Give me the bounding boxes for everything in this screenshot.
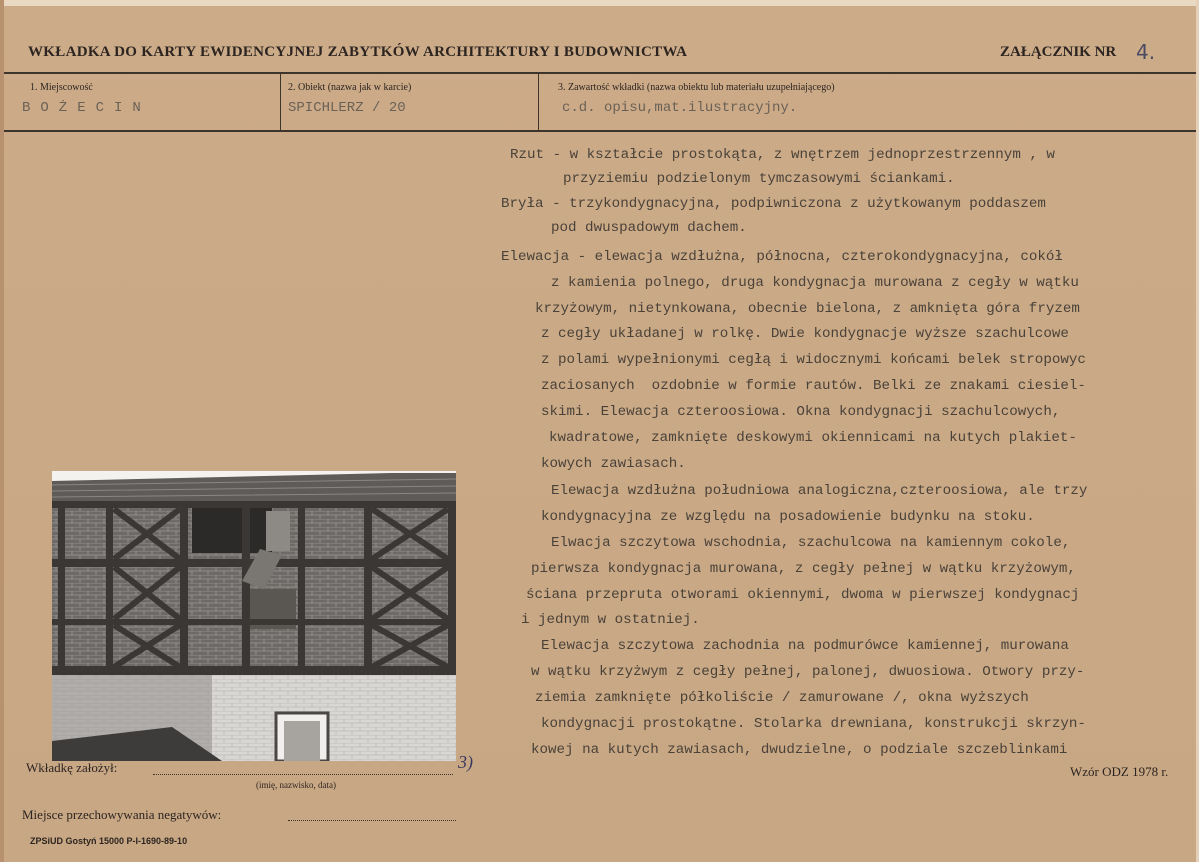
card-title: WKŁADKA DO KARTY EWIDENCYJNEJ ZABYTKÓW ARCHITEKTURY I BUDOWNICTWA xyxy=(28,44,688,60)
body-line: ziemia zamknięte półkoliście / zamurowane /, okna wyższych xyxy=(535,690,1029,706)
field-value-object: SPICHLERZ / 20 xyxy=(288,100,406,116)
body-line: krzyżowym, nietynkowana, obecnie bielona, z amknięta góra fryzem xyxy=(535,301,1080,317)
field-label-locality: 1. Miejscowość xyxy=(30,82,93,93)
field-divider xyxy=(280,74,281,130)
author-line xyxy=(153,774,453,775)
field-label-content: 3. Zawartość wkładki (nazwa obiektu lub materiału uzupełniającego) xyxy=(558,82,835,93)
body-line: skimi. Elewacja czteroosiowa. Okna kondygnacji szachulcowych, xyxy=(541,404,1061,420)
field-value-content: c.d. opisu,mat.ilustracyjny. xyxy=(562,100,798,116)
body-line: przyziemiu podzielonym tymczasowymi ściankami. xyxy=(563,171,955,187)
storage-label: Miejsce przechowywania negatywów: xyxy=(22,807,222,822)
body-line: z kamienia polnego, druga kondygnacja murowana z cegły w wątku xyxy=(551,275,1079,291)
body-line: pierwsza kondygnacja murowana, z cegły pełnej w wątku krzyżowym, xyxy=(531,561,1076,577)
body-line: ściana przepruta otworami okiennymi, dwoma w pierwszej kondygnacj xyxy=(526,587,1080,603)
card-edge xyxy=(0,0,1199,6)
building-photo-icon xyxy=(52,471,456,761)
body-line: kondygnacji prostokątne. Stolarka drewniana, konstrukcji skrzyn- xyxy=(541,716,1086,732)
storage-line xyxy=(288,820,456,821)
body-line: Elwacja szczytowa wschodnia, szachulcowa na kamiennym cokole, xyxy=(551,535,1071,551)
annex-label: ZAŁĄCZNIK NR xyxy=(1000,44,1117,60)
fields-rule xyxy=(4,130,1196,132)
body-line: kwadratowe, zamknięte deskowymi okiennicami na kutych plakiet- xyxy=(549,430,1077,446)
body-line: i jednym w ostatniej. xyxy=(521,612,700,628)
body-line: pod dwuspadowym dachem. xyxy=(551,220,747,236)
body-line: Elewacja - elewacja wzdłużna, północna, czterokondygnacyjna, cokół xyxy=(501,249,1063,265)
form-code: Wzór ODZ 1978 r. xyxy=(1070,764,1169,779)
printer-imprint: ZPSiUD Gostyń 15000 P-I-1690-89-10 xyxy=(30,836,188,846)
body-line: z polami wypełnionymi cegłą i widocznymi końcami belek stropowyc xyxy=(541,352,1086,368)
body-line: Elewacja szczytowa zachodnia na podmurówce kamiennej, murowana xyxy=(541,638,1069,654)
body-line: z cegły układanej w rolkę. Dwie kondygnacje wyższe szachulcowe xyxy=(541,326,1069,342)
header-rule xyxy=(4,72,1196,74)
sheet-mark: 3) xyxy=(458,752,473,772)
body-line: kowych zawiasach. xyxy=(541,456,686,472)
body-line: Bryła - trzykondygnacyjna, podpiwniczona z użytkowanym poddaszem xyxy=(501,196,1046,212)
annex-number: 4. xyxy=(1136,40,1156,64)
field-label-object: 2. Obiekt (nazwa jak w karcie) xyxy=(288,82,412,93)
author-label: Wkładkę założył: xyxy=(26,760,118,775)
author-sublabel: (imię, nazwisko, data) xyxy=(256,780,336,790)
body-line: kowej na kutych zawiasach, dwudzielne, o podziale szczeblinkami xyxy=(531,742,1068,758)
body-line: w wątku krzyżwym z cegły pełnej, palonej, dwuosiowa. Otwory przy- xyxy=(531,664,1085,680)
body-line: zaciosanych ozdobnie w formie rautów. Belki ze znakami ciesiel- xyxy=(541,378,1086,394)
body-line: Elewacja wzdłużna południowa analogiczna,czteroosiowa, ale trzy xyxy=(551,483,1088,499)
field-value-locality: BOŻECIN xyxy=(22,100,151,116)
body-line: Rzut - w kształcie prostokąta, z wnętrzem jednoprzestrzennym , w xyxy=(510,147,1055,163)
body-line: kondygnacyjna ze względu na posadowienie budynku na stoku. xyxy=(541,509,1035,525)
field-divider xyxy=(538,74,539,130)
